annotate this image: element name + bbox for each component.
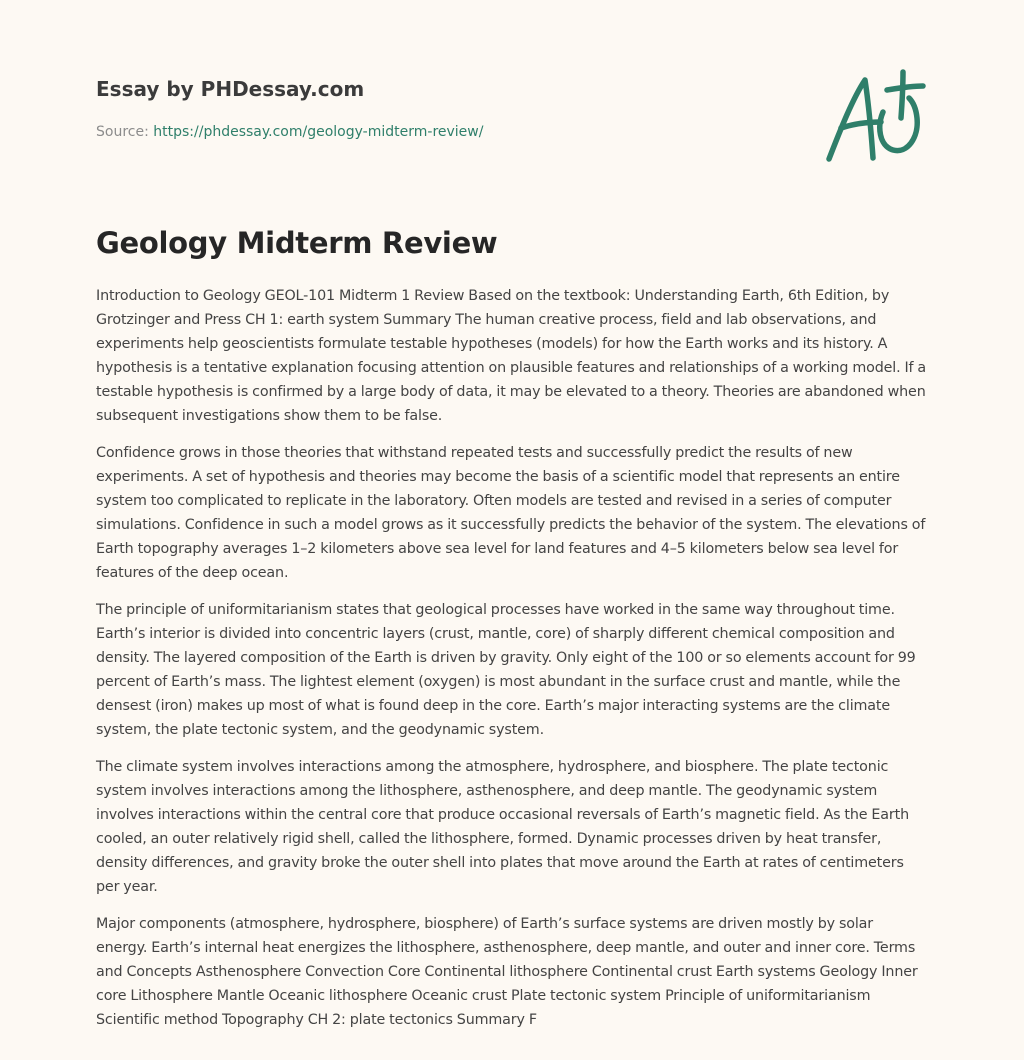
site-brand: Essay by PHDessay.com (96, 77, 365, 101)
a-plus-logo-icon (823, 66, 927, 166)
article-paragraph: Introduction to Geology GEOL-101 Midterm 1 Review Based on the textbook: Understanding Earth, 6th Edition, by Grotzinger and Press CH 1: earth system Summary The human creative process, field and lab observations, and experiments help geoscientists formulate testable hypotheses (models) for how the Earth works and its history. A hypothesis is a tentative explanation focusing attention on plausible features and relationships of a working model. If a testable hypothesis is confirmed by a large body of data, it may be elevated to a theory. Theories are abandoned when subsequent investigations show them to be false. (96, 288, 927, 424)
article-paragraph: The climate system involves interactions among the atmosphere, hydrosphere, and biosphere. The plate tectonic system involves interactions among the lithosphere, asthenosphere, and deep mantle. The geodynamic system involves interactions within the central core that produce occasional reversals of Earth’s magnetic field. As the Earth cooled, an outer relatively rigid shell, called the lithosphere, formed. Dynamic processes driven by heat transfer, density differences, and gravity broke the outer shell into plates that move around the Earth at rates of centimeters per year. (96, 759, 910, 895)
article-paragraph: Confidence grows in those theories that withstand repeated tests and successfully predict the results of new experiments. A set of hypothesis and theories may become the basis of a scientific model that represents an entire system too complicated to replicate in the laboratory. Often models are tested and revised in a series of computer simulations. Confidence in such a model grows as it successfully predicts the behavior of the system. The elevations of Earth topography averages 1–2 kilometers above sea level for land features and 4–5 kilometers below sea level for features of the deep ocean. (96, 445, 926, 581)
source-label: Source: (96, 124, 154, 140)
article-paragraph: Major components (atmosphere, hydrosphere, biosphere) of Earth’s surface systems are driven mostly by solar energy. Earth’s internal heat energizes the lithosphere, asthenosphere, deep mantle, and outer and inner core. Terms and Concepts Asthenosphere Convection Core Continental lithosphere Continental crust Earth systems Geology Inner core Lithosphere Mantle Oceanic lithosphere Oceanic crust Plate tectonic system Principle of uniformitarianism Scientific method Topography CH 2: plate tectonics Summary F (96, 916, 918, 1028)
source-line (96, 124, 483, 140)
article-title: Geology Midterm Review (96, 226, 498, 260)
article-body (96, 284, 928, 1045)
article-paragraph: The principle of uniformitarianism states that geological processes have worked in the same way throughout time. Earth’s interior is divided into concentric layers (crust, mantle, core) of sharply different chemical composition and density. The layered composition of the Earth is driven by gravity. Only eight of the 100 or so elements account for 99 percent of Earth’s mass. The lightest element (oxygen) is most abundant in the surface crust and mantle, while the densest (iron) makes up most of what is found deep in the core. Earth’s major interacting systems are the climate system, the plate tectonic system, and the geodynamic system. (96, 602, 916, 738)
source-link[interactable]: https://phdessay.com/geology-midterm-review/ (153, 124, 484, 140)
